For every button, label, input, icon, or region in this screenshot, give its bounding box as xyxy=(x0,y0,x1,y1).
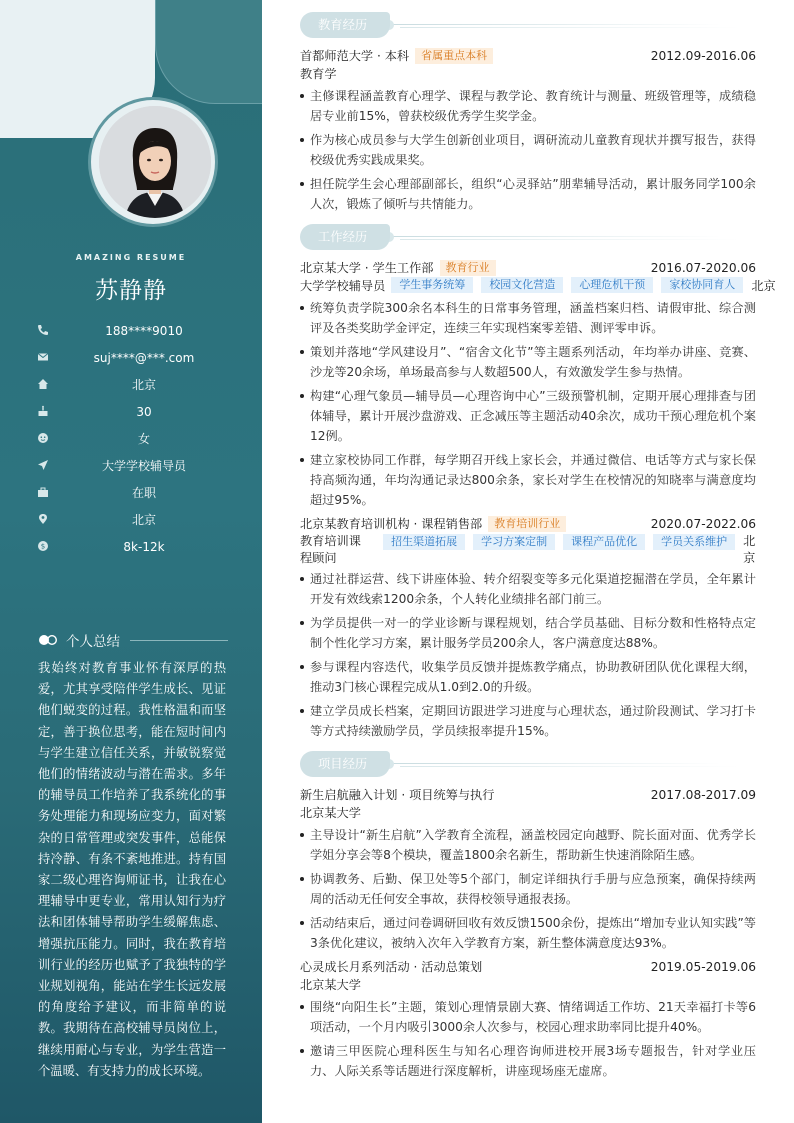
work-industry-tag: 教育培训行业 xyxy=(488,516,566,532)
age-cake-icon xyxy=(36,405,50,417)
project-entry xyxy=(300,785,756,953)
skill-tag: 招生渠道拓展 xyxy=(383,534,465,550)
project-date: 2017.08-2017.09 xyxy=(650,787,756,802)
work-date: 2016.07-2020.06 xyxy=(650,260,756,275)
list-item: 统筹负责学院300余名本科生的日常事务管理，涵盖档案归档、请假审批、综合测评及各类奖助学金评定，连续三年实现档案零差错、测评零申诉。 xyxy=(300,298,756,338)
education-bullets xyxy=(300,86,756,214)
list-item: 主修课程涵盖教育心理学、课程与教学论、教育统计与测量、班级管理等，成绩稳居专业前15%，曾获校级优秀学生奖学金。 xyxy=(300,86,756,126)
list-item: 活动结束后，通过问卷调研回收有效反馈1500余份，提炼出“增加专业认知实践”等3条优化建议，被纳入次年入学教育方案，新生整体满意度达93%。 xyxy=(300,913,756,953)
info-row-position xyxy=(36,452,246,479)
section-title-education: 教育经历 xyxy=(300,12,390,38)
education-tag: 省属重点本科 xyxy=(415,48,493,64)
work-entry xyxy=(300,514,756,741)
info-row-salary xyxy=(36,533,246,560)
skill-tags xyxy=(383,534,743,550)
list-item: 建立学员成长档案，定期回访跟进学习进度与心理状态，通过阶段测试、学习打卡等方式持续激励学员，学员续报率提升15%。 xyxy=(300,701,756,741)
list-item: 担任院学生会心理部副部长，组织“心灵驿站”朋辈辅导活动，累计服务同学100余人次，锻炼了倾听与共情能力。 xyxy=(300,174,756,214)
candidate-name: 苏静静 xyxy=(95,278,167,304)
summary-text: 我始终对教育事业怀有深厚的热爱，尤其享受陪伴学生成长、见证他们蜕变的过程。我性格温和而坚定，善于换位思考，能在短时间内与学生建立信任关系，并敏锐察觉他们的情绪波动与潜在需求。多年的辅导员工作培养了我系统化的事务处理能力和现场应变力，面对繁杂的日常管理或突发事件，总能保持冷静、有条不紊地推进。持有国家二级心理咨询师证书，让我在心理辅导中更专业，常用认知行为疗法和团体辅导帮助学生缓解焦虑、增强抗压能力。同时，我在教育培训行业的经历也赋予了我独特的学业规划视角，能站在学生长远发展的角度给予建议，而非简单的说教。我期待在高校辅导员岗位上，继续用耐心与专业，为学生营造一个温暖、有支持力的成长环境。 xyxy=(38,661,226,1078)
section-divider xyxy=(400,239,740,240)
phone-icon xyxy=(36,324,50,336)
section-divider xyxy=(392,763,722,764)
project-date: 2019.05-2019.06 xyxy=(650,959,756,974)
education-entry xyxy=(300,46,756,214)
education-school: 首都师范大学 · 本科 xyxy=(300,49,410,63)
list-item: 策划并落地“学风建设月”、“宿舍文化节”等主题系列活动，年均举办讲座、竞赛、沙龙等20余场，单场最高参与人数超500人，有效激发学生参与热情。 xyxy=(300,342,756,382)
work-bullets xyxy=(300,569,756,741)
list-item: 协调教务、后勤、保卫处等5个部门，制定详细执行手册与应急预案，确保持续两周的活动无任何安全事故，获得校领导通报表扬。 xyxy=(300,869,756,909)
skill-tag: 学习方案定制 xyxy=(473,534,555,550)
skill-tag: 课程产品优化 xyxy=(563,534,645,550)
age-text: 30 xyxy=(136,404,152,419)
toggle-icon xyxy=(38,634,58,646)
skill-tags xyxy=(391,277,751,293)
summary-title: 个人总结 xyxy=(66,634,120,650)
skill-tag: 校园文化营造 xyxy=(481,277,563,293)
home-icon xyxy=(36,378,50,390)
section-header-education xyxy=(300,10,756,38)
work-role: 大学学校辅导员 xyxy=(300,279,386,293)
summary-header xyxy=(38,630,228,650)
section-divider xyxy=(392,24,722,25)
status-briefcase-icon xyxy=(36,486,50,498)
location-text: 北京 xyxy=(131,513,156,527)
sidebar xyxy=(0,0,262,1123)
info-row-email xyxy=(36,344,246,371)
list-item: 邀请三甲医院心理科医生与知名心理咨询师进校开展3场专题报告，针对学业压力、人际关系等话题进行深度解析，讲座现场座无虚席。 xyxy=(300,1041,756,1081)
project-bullets xyxy=(300,997,756,1081)
status-text: 在职 xyxy=(131,486,156,500)
work-entry xyxy=(300,258,776,510)
work-company: 北京某教育培训机构 · 课程销售部 xyxy=(300,517,483,531)
project-org: 北京某大学 xyxy=(300,978,361,992)
section-title-projects: 项目经历 xyxy=(300,751,390,777)
list-item: 为学员提供一对一的学业诊断与课程规划，结合学员基础、目标分数和性格特点定制个性化学习方案，累计服务学员200余人，客户满意度达88%。 xyxy=(300,613,756,653)
work-date: 2020.07-2022.06 xyxy=(650,516,756,531)
section-header-work xyxy=(300,222,756,250)
work-location: 北京 xyxy=(743,534,756,565)
project-org: 北京某大学 xyxy=(300,806,361,820)
skill-tag: 心理危机干预 xyxy=(571,277,653,293)
skill-tag: 学员关系维护 xyxy=(653,534,735,550)
position-text: 大学学校辅导员 xyxy=(101,459,186,473)
section-divider xyxy=(400,27,740,28)
sidebar-decoration xyxy=(155,0,262,104)
resume-tagline: AMAZING RESUME xyxy=(75,253,187,262)
education-major: 教育学 xyxy=(300,67,337,81)
info-row-location xyxy=(36,506,246,533)
target-position-icon xyxy=(36,459,50,471)
home-text: 北京 xyxy=(131,378,156,392)
list-item: 通过社群运营、线下讲座体验、转介绍裂变等多元化渠道挖掘潜在学员，全年累计开发有效线索1200余条，个人转化业绩排名部门前三。 xyxy=(300,569,756,609)
section-header-projects xyxy=(300,749,756,777)
info-row-gender xyxy=(36,425,246,452)
education-date: 2012.09-2016.06 xyxy=(650,48,756,63)
main-content xyxy=(300,10,776,1085)
section-divider xyxy=(400,766,740,767)
work-role: 教育培训课程顾问 xyxy=(300,534,361,565)
list-item: 构建“心理气象员—辅导员—心理咨询中心”三级预警机制，定期开展心理排查与团体辅导，累计开展沙盘游戏、正念减压等主题活动40余次，成功干预心理危机个案12例。 xyxy=(300,386,756,446)
info-row-age xyxy=(36,398,246,425)
work-company: 北京某大学 · 学生工作部 xyxy=(300,261,434,275)
project-name: 新生启航融入计划 · 项目统筹与执行 xyxy=(300,788,495,802)
info-row-home xyxy=(36,371,246,398)
work-bullets xyxy=(300,298,756,510)
project-name: 心灵成长月系列活动 · 活动总策划 xyxy=(300,960,483,974)
email-text: suj****@***.com xyxy=(93,350,195,365)
svg-text:$: $ xyxy=(40,542,46,551)
section-divider xyxy=(392,236,722,237)
gender-icon xyxy=(36,432,50,444)
list-item: 建立家校协同工作群，每学期召开线上家长会，并通过微信、电话等方式与家长保持高频沟通，年均沟通记录达800余条，家长对学生在校情况的知晓率与满意度均超过95%。 xyxy=(300,450,756,510)
phone-text: 188****9010 xyxy=(105,323,183,338)
info-row-status xyxy=(36,479,246,506)
section-title-work: 工作经历 xyxy=(300,224,390,250)
list-item: 参与课程内容迭代，收集学员反馈并提炼教学痛点，协助教研团队优化课程大纲，推动3门核心课程完成从1.0到2.0的升级。 xyxy=(300,657,756,697)
salary-icon xyxy=(36,540,50,552)
list-item: 主导设计“新生启航”入学教育全流程，涵盖校园定向越野、院长面对面、优秀学长学姐分享会等8个模块，覆盖1800余名新生，帮助新生快速消除陌生感。 xyxy=(300,825,756,865)
project-entry xyxy=(300,957,756,1081)
avatar xyxy=(99,106,211,218)
email-icon xyxy=(36,351,50,363)
salary-text: 8k-12k xyxy=(123,539,165,554)
summary-divider xyxy=(130,640,228,641)
list-item: 围绕“向阳生长”主题，策划心理情景剧大赛、情绪调适工作坊、21天幸福打卡等6项活动，一个月内吸引3000余人次参与，校园心理求助率同比提升40%。 xyxy=(300,997,756,1037)
skill-tag: 家校协同育人 xyxy=(661,277,743,293)
skill-tag: 学生事务统筹 xyxy=(391,277,473,293)
work-location: 北京 xyxy=(751,279,776,293)
list-item: 作为核心成员参与大学生创新创业项目，调研流动儿童教育现状并撰写报告，获得校级优秀实践成果奖。 xyxy=(300,130,756,170)
project-bullets xyxy=(300,825,756,953)
gender-text: 女 xyxy=(137,432,150,446)
contact-info-list xyxy=(36,317,246,560)
work-industry-tag: 教育行业 xyxy=(440,260,496,276)
location-pin-icon xyxy=(36,513,50,525)
info-row-phone xyxy=(36,317,246,344)
avatar-photo xyxy=(99,106,211,218)
